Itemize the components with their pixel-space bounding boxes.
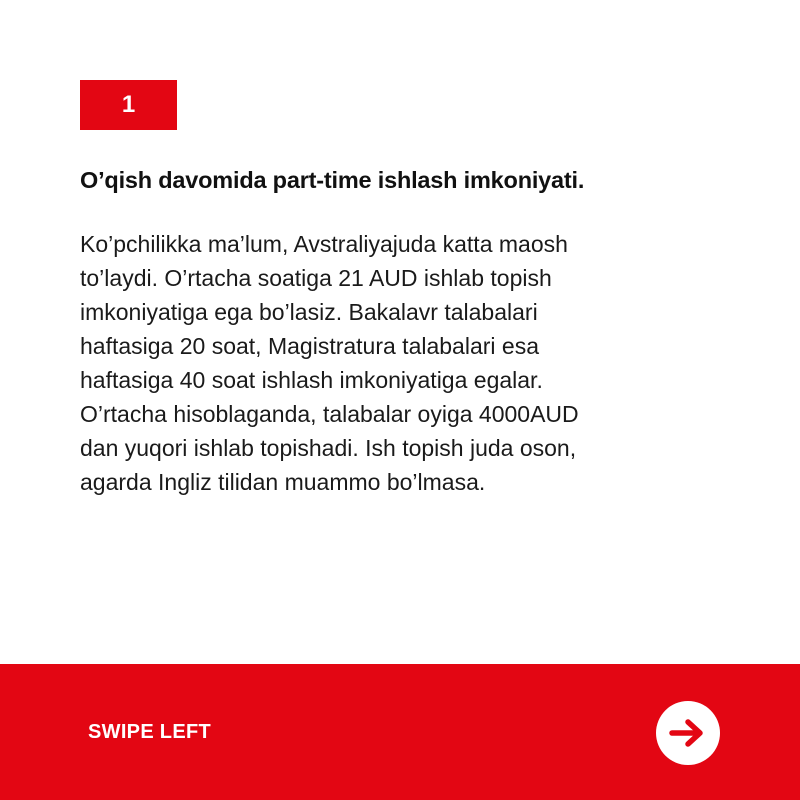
slide-number: 1 (121, 91, 136, 118)
paragraph-line: Ko’pchilikka ma’lum, Avstraliyajuda katta maosh (80, 231, 568, 257)
paragraph-line: to’laydi. O’rtacha soatiga 21 AUD ishlab topish (80, 265, 552, 291)
paragraph-line: imkoniyatiga ega bo’lasiz. Bakalavr talabalari (80, 299, 538, 325)
slide-number-badge (80, 80, 177, 130)
next-slide-button[interactable] (656, 701, 720, 765)
swipe-left-label: SWIPE LEFT (88, 721, 211, 743)
slide-paragraph (80, 227, 720, 499)
paragraph-line: agarda Ingliz tilidan muammo bo’lmasa. (80, 469, 486, 495)
paragraph-line: O’rtacha hisoblaganda, talabalar oyiga 4000AUD (80, 401, 579, 427)
paragraph-line: haftasiga 40 soat ishlash imkoniyatiga egalar. (80, 367, 543, 393)
slide-heading: O’qish davomida part-time ishlash imkoniyati. (80, 167, 585, 193)
footer-bar (0, 664, 800, 800)
paragraph-line: haftasiga 20 soat, Magistratura talabalari esa (80, 333, 539, 359)
arrow-right-icon (668, 717, 708, 749)
paragraph-line: dan yuqori ishlab topishadi. Ish topish juda oson, (80, 435, 577, 461)
